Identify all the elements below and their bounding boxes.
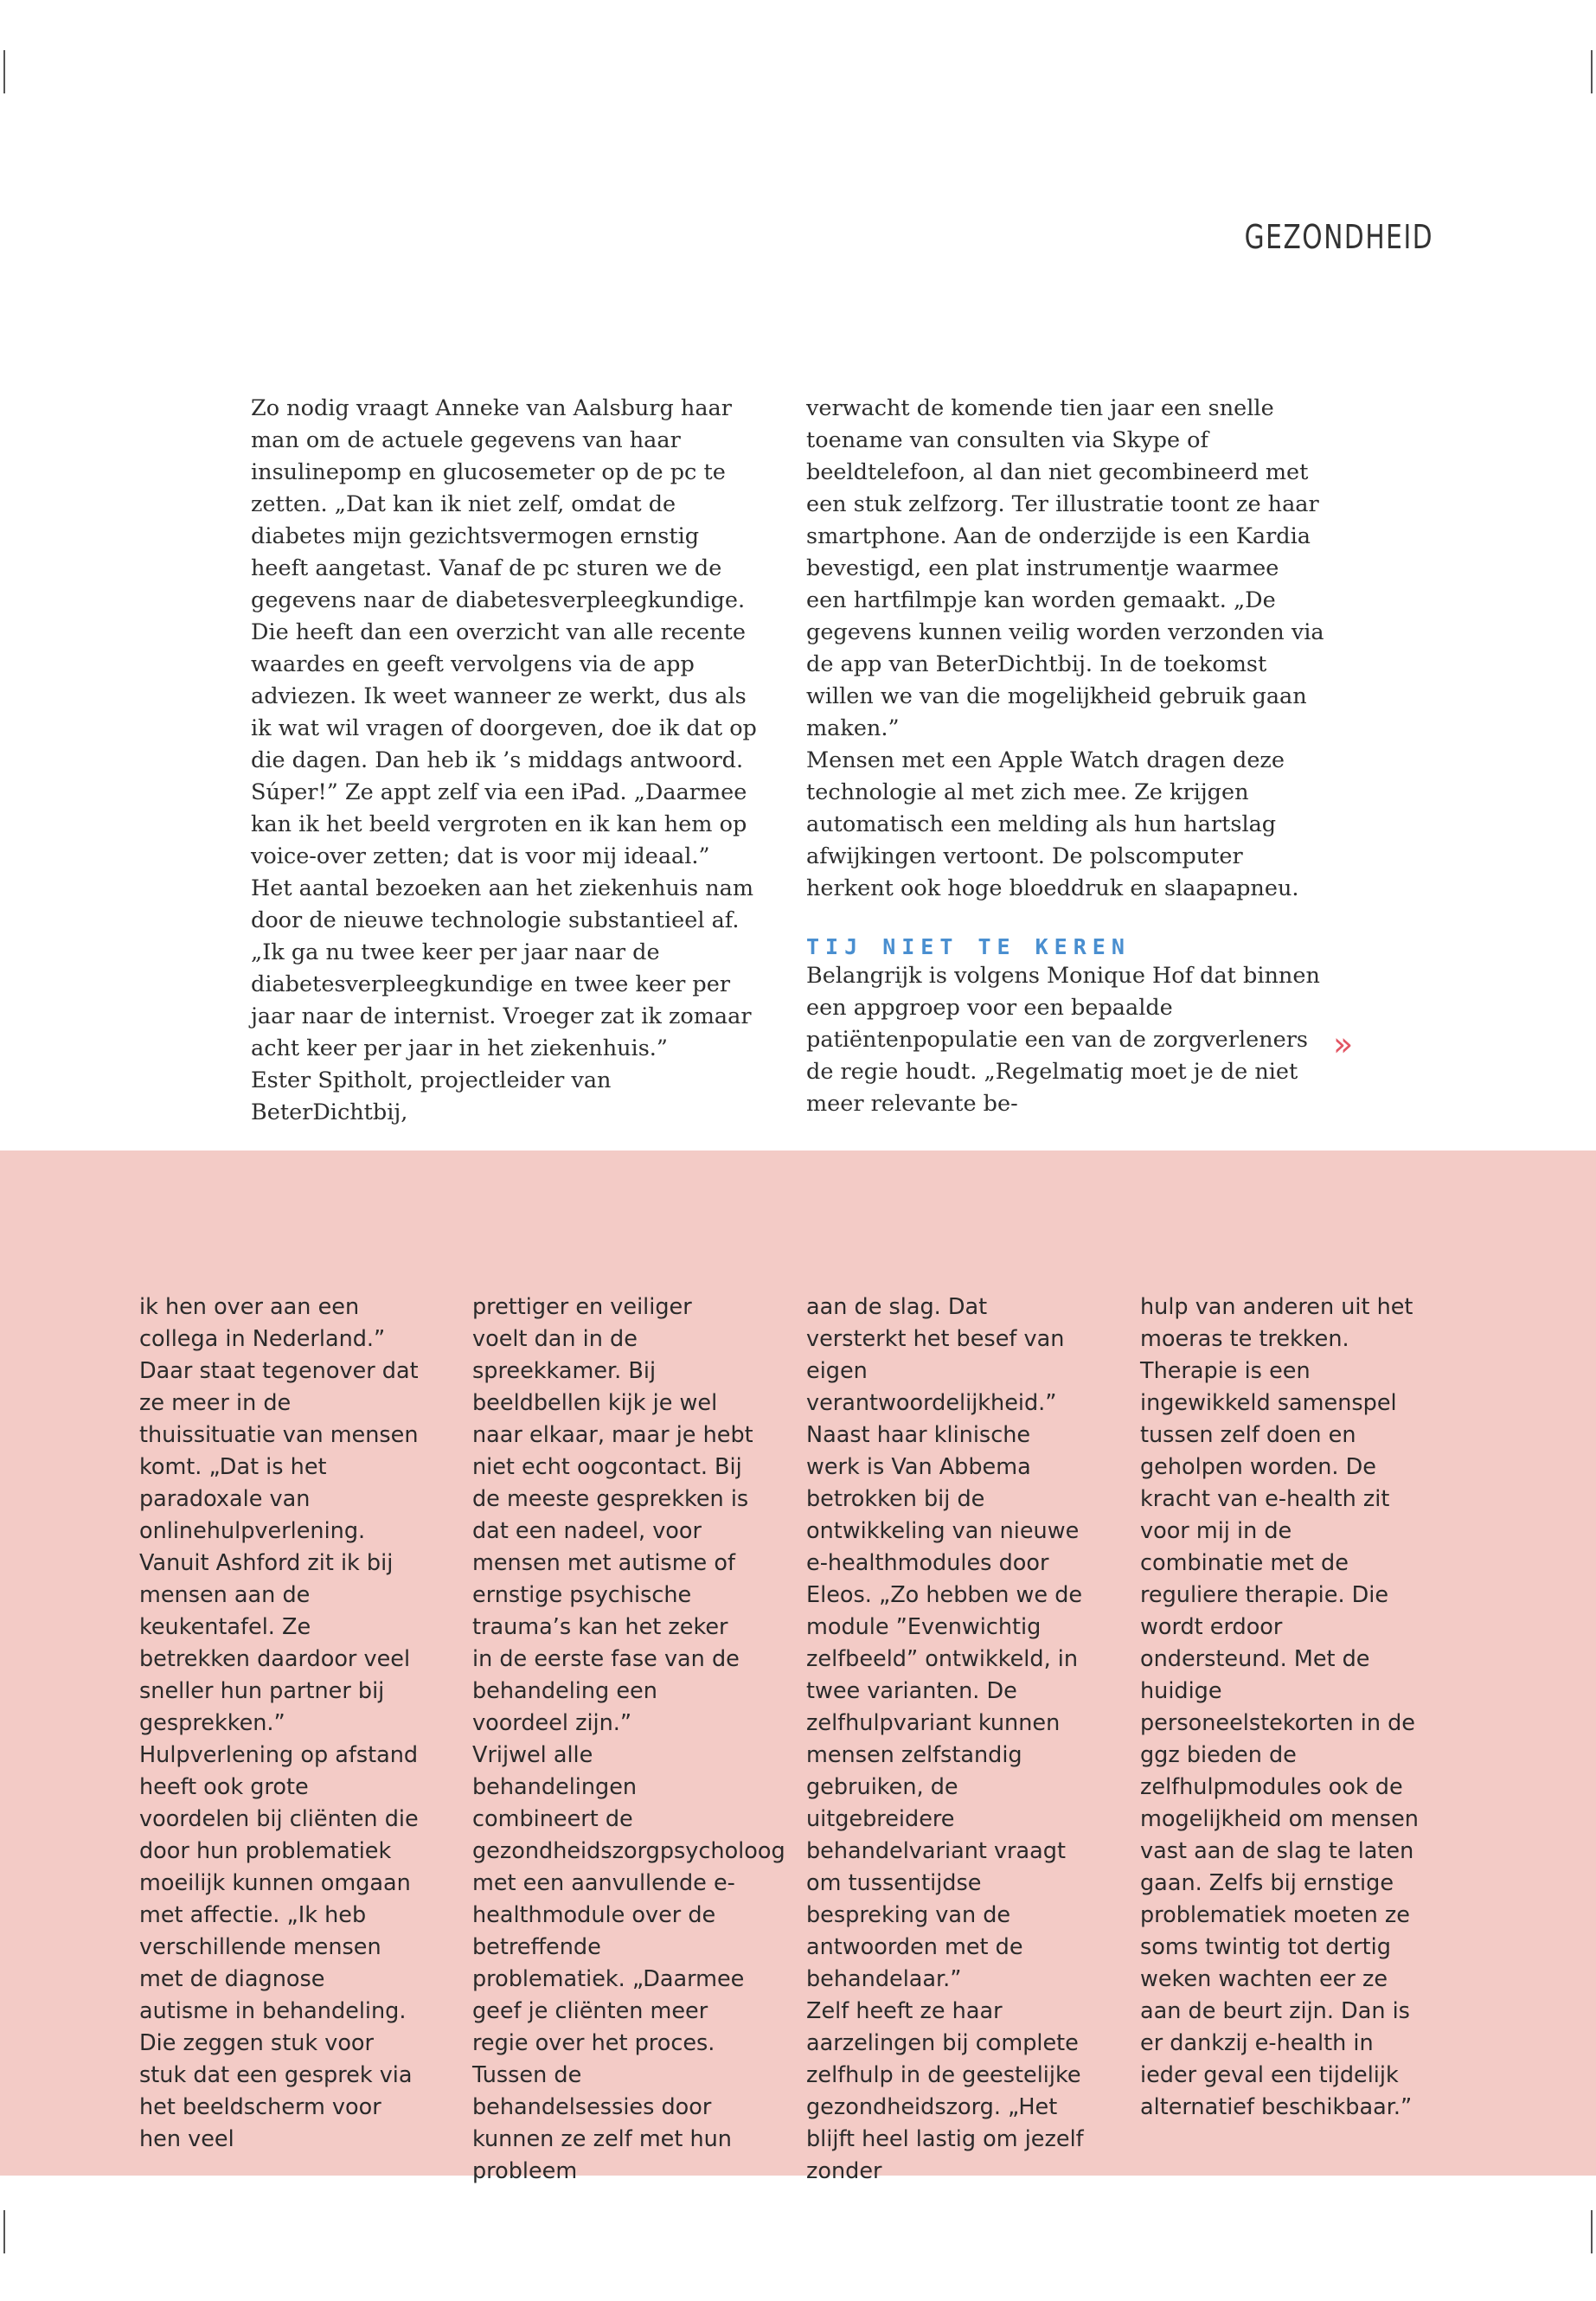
paragraph: aan de slag. Dat versterkt het besef van eigen verantwoordelijkheid.” — [806, 1294, 1065, 1416]
paragraph: prettiger en veiliger voelt dan in de spreekkamer. Bij beeldbellen kijk je wel naar elkaar, maar je hebt niet echt oogcontact. Bij de meeste gesprekken is dat een nadeel, voor mensen met autisme of ernstige psychische trauma’s kan het zeker in de eerste fase van de behandeling een voordeel zijn.” — [472, 1294, 753, 1736]
paragraph: hulp van anderen uit het moeras te trekken. Therapie is een ingewikkeld samenspel tussen zelf doen en geholpen worden. De kracht van e-health zit voor mij in de combinatie met de reguliere therapie. Die wordt erdoor ondersteund. Met de huidige personeelstekorten in de ggz bieden de zelfhulpmodules ook de mogelijkheid om mensen vast aan de slag te laten gaan. Zelfs bij ernstige problematiek moeten ze soms twintig tot dertig weken wachten eer ze aan de beurt zijn. Dan is er dankzij e-health in ieder geval een tijdelijk alternatief beschikbaar.” — [1140, 1294, 1419, 2120]
sidebar-column-4 — [1140, 1292, 1421, 2124]
sidebar-column-2 — [472, 1292, 785, 2188]
top-article-column-2 — [806, 393, 1325, 1120]
paragraph: verwacht de komende tien jaar een snelle toename van consulten via Skype of beeldtelefoon, al dan niet gecombineerd met een stuk zelfzorg. Ter illustratie toont ze haar smartphone. Aan de onderzijde is een Kardia bevestigd, een plat instrumentje waarmee een hartfilmpje kan worden gemaakt. „De gegevens kunnen veilig worden verzonden via de app van BeterDichtbij. In de toekomst willen we van die mogelijkheid gebruik gaan maken.” — [806, 395, 1324, 741]
paragraph: Mensen met een Apple Watch dragen deze technologie al met zich mee. Ze krijgen automatisch een melding als hun hartslag afwijkingen vertoont. De polscomputer herkent ook hoge bloeddruk en slaapapneu. — [806, 747, 1299, 901]
paragraph: ik hen over aan een collega in Nederland.” — [139, 1294, 386, 1352]
crop-mark-bottom-left — [3, 2210, 5, 2253]
top-article-column-1 — [251, 393, 757, 1129]
paragraph: Belangrijk is volgens Monique Hof dat binnen een appgroep voor een bepaalde patiëntenpopulatie een van de zorgverleners de regie houdt. „Regelmatig moet je de niet meer relevante be- — [806, 963, 1320, 1117]
paragraph: Ester Spitholt, projectleider van BeterDichtbij, — [251, 1067, 612, 1125]
section-title: GEZONDHEID — [1244, 218, 1433, 256]
crop-mark-top-right — [1591, 50, 1593, 93]
paragraph: Naast haar klinische werk is Van Abbema betrokken bij de ontwikkeling van nieuwe e-healthmodules door Eleos. „Zo hebben we de module ”Evenwichtig zelfbeeld” ontwikkeld, in twee varianten. De zelfhulpvariant kunnen mensen zelfstandig gebruiken, de uitgebreidere behandelvariant vraagt om tussentijdse bespreking van de antwoorden met de behandelaar.” — [806, 1422, 1083, 1992]
subheading: TIJ NIET TE KEREN — [806, 934, 1131, 959]
sidebar-column-1 — [139, 1292, 420, 2156]
continue-arrow-icon: » — [1333, 1025, 1354, 1063]
paragraph: Vrijwel alle behandelingen combineert de gezondheidszorgpsycholoog met een aanvullende e-healthmodule over de betreffende problematiek. „Daarmee geef je cliënten meer regie over het proces. Tussen de behandelsessies door kunnen ze zelf met hun probleem — [472, 1742, 785, 2184]
crop-mark-bottom-right — [1591, 2210, 1593, 2253]
paragraph: Daar staat tegenover dat ze meer in de thuissituatie van mensen komt. „Dat is het paradoxale van onlinehulpverlening. Vanuit Ashford zit ik bij mensen aan de keukentafel. Ze betrekken daardoor veel sneller hun partner bij gesprekken.” Hulpverlening op afstand heeft ook grote voordelen bij cliënten die door hun problematiek moeilijk kunnen omgaan met affectie. „Ik heb verschillende mensen met de diagnose autisme in behandeling. Die zeggen stuk voor stuk dat een gesprek via het beeldscherm voor hen veel — [139, 1358, 419, 2152]
sidebar-column-3 — [806, 1292, 1087, 2188]
crop-mark-top-left — [3, 50, 5, 93]
paragraph: Zo nodig vraagt Anneke van Aalsburg haar man om de actuele gegevens van haar insulinepomp en glucosemeter op de pc te zetten. „Dat kan ik niet zelf, omdat de diabetes mijn gezichtsvermogen ernstig heeft aangetast. Vanaf de pc sturen we de gegevens naar de diabetesverpleegkundige. Die heeft dan een overzicht van alle recente waardes en geeft vervolgens via de app adviezen. Ik weet wanneer ze werkt, dus als ik wat wil vragen of doorgeven, doe ik dat op die dagen. Dan heb ik ’s middags antwoord. Súper!” Ze appt zelf via een iPad. „Daarmee kan ik het beeld vergroten en ik kan hem op voice-over zetten; dat is voor mij ideaal.” Het aantal bezoeken aan het ziekenhuis nam door de nieuwe technologie substantieel af. „Ik ga nu twee keer per jaar naar de diabetesverpleegkundige en twee keer per jaar naar de internist. Vroeger zat ik zomaar acht keer per jaar in het ziekenhuis.” — [251, 395, 757, 1061]
paragraph: Zelf heeft ze haar aarzelingen bij complete zelfhulp in de geestelijke gezondheidszorg. „Het blijft heel lastig om jezelf zonder — [806, 1998, 1084, 2184]
